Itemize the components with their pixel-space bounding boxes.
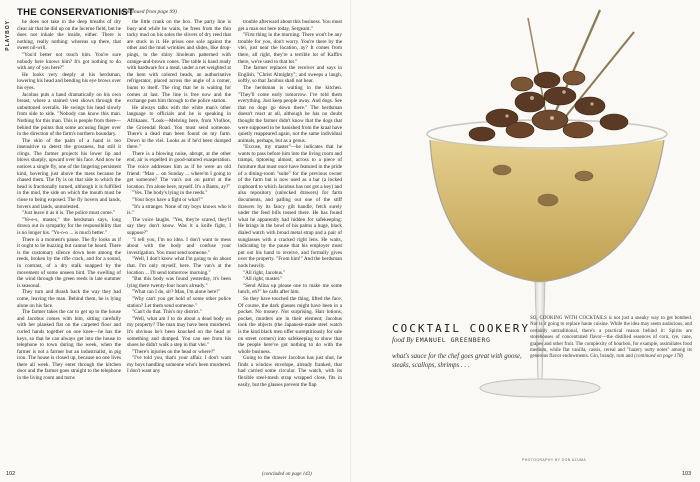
text-column-2 xyxy=(127,19,231,469)
paragraph: Jacobus puts a hand dramatically on his own breast, where a stained vest shows through the unbuttoned overalls. He swings his head slowly from side to side. "Nobody can know this man. Nothing for this man. This is people from there—behind the points that some accusing finger over in the direction of the farm's northern boundary. xyxy=(17,91,121,138)
text-column-3 xyxy=(238,19,342,469)
paragraph: Going to the drawer Jacobus has just shut, he finds a window envelope, already franked, that had carried some circular. The watch, with its flexible steel-mesh strap wrapped close, fits in easily, but the glasses prevent the flap xyxy=(238,355,342,388)
paragraph: trouble afterward about this business. You must get a man out here today, Sergeant." xyxy=(238,19,342,32)
paragraph: "Your boys have a fight or what?" xyxy=(132,197,203,204)
paragraph: There is a moment's pause. The fly looks as if it ought to be buzzing but cannot be heard. There is the customary silence down here among the reeds, broken by the rifle crack, and for a sound, in contrast, of a dry stalk snapped by the movement of some unseen bird. The swelling of the wind through the green reeds in late summer is seasonal. xyxy=(17,236,121,289)
paragraph: The skin of the palm of a hand is too insensitive to detect the grossness, but still it clings. The farmer projects his lower lip and blows sharply, upward over his face. And now he notices a single fly, one of the lingering persistent kind, hovering just above the mess because he chased them. The fly is on that side to which the head is fractionally turned, although it is fulfilled in the mud, the side on which the mouth must be close to being exposed. The fly hovers and lands, hovers and lands, unmolested. xyxy=(17,137,121,210)
paragraph: "Well, I don't know what I'm going to do about that. I'm only myself, here. The van's at the location ... I'll send tomorrow morning." xyxy=(127,256,231,276)
intro-text: SO, COOKING WITH COCKTAILS is not just a sneaky way to get bombed. Nor is it going to replace haute cuisine. While the idea may seem audacious, and certainly untraditional, there's a practical reason behind it: Spirits are storehouses of concentrated flavor—the distilled essences of corn, rye, cane, grapes and other fruit. The complexity of bourbon, for example, assimilates food medium, while flat vanilla, cassis, cereal and "hazery nutty notes" among its generous flavor endowments. Gin, brandy, rum and xyxy=(530,316,692,360)
paragraph: the little crank on the box. The party line is busy and while he waits, he frees from the thin tacky mud on his soles the slivers of dry reed that are stuck in it. He prises one sole against the other and the mud wrinkles and slides, like drop-pings, to the shiny linoleum patterned with orange-and-brown cones. The table is hand ready with hardware for a meal, under a net weighted at the hem with colored beads, an authoritative refrigerator, placed across the angle of a corner, hums to itself. The ring that he is waiting for comes at last. The line is free now and the exchange puts him through to the police station. xyxy=(127,19,231,105)
photo-credit: PHOTOGRAPHY BY DON AZUMA xyxy=(522,458,587,462)
paragraph: "But this body was found yesterday, it's been lying there twenty-four hours already." xyxy=(127,276,231,289)
article-intro xyxy=(530,316,692,361)
page-number-left: 102 xyxy=(6,471,16,477)
paragraph: He always talks with the white man's other language to officials and he is speaking in Afrikaans. "Look—Mehring here, from Vlolhos, the Groendal Road. You must send someone. There's a dead man been found on my farm. Down in the vlei. Looks as if he'd been dumped there." xyxy=(127,104,231,151)
paragraph: "Why can't you get hold of some other police station? Let them send someone." xyxy=(127,295,231,309)
paragraph: The farmer takes the car to get up to the house and Jacobus comes with him, sitting carefully with her planked flat on the carpeted floor and curled hands together on one knee—he has the keys, so that he can always get into the house to telephone to town during the week, when the farmer is not a farmer but an industrialist, in pig iron. The house is closed up, because no one lives there all week. They enter through the kitchen door and the farmer goes straight to the telephone in the living room and turns xyxy=(17,309,121,382)
byline xyxy=(392,336,530,344)
paragraph: "Excuse, my master"—he indicates that he wants to pass before him into the living room and tramps, tiptoeing almost, across to a piece of furniture that must once have featured in the pride of a dining-room "suite" for the previous owner of the farm but is now used as a bar (a locked cupboard to which Jacobus has not got a key) and also repository (unlocked drawers) for farm documents, and palling out one of the stiff drawers by its fancy gilt handle, fetch surely under the feed bills tossed there. He has found what he apparently had hidden for safekeeping: He brings in the bowl of his palms a huge, black dialed watch with broad metal strap and a pair of sunglasses with a cracked right lens. He waits, indicating by the pause that his employer must put out his hand to receive, and formally gives over the property. "From him!" And the herdsman nods heavily. xyxy=(238,144,342,269)
paragraph: "Can't do that. This's my district." xyxy=(132,309,203,316)
byline-prefix: food By xyxy=(392,336,414,344)
right-page xyxy=(352,0,700,482)
paragraph: "First thing in the morning. There won't be any trouble for you, don't worry. You're there by the vlei, just near the location, ay? It comes from there, all right, they're a terrible lot of Kaffirs there, we're used to that lot." xyxy=(238,32,342,65)
paragraph: The herdsman is waiting in the kitchen. "They'll come early tomorrow. I've told them everything. Just keep people away. And dogs. See that no dogs go down there." The herdsman doesn't react at all, although he has no doubt thought the farmer didn't know that the dogs that were supposed to be banished from the kraal have quietly reappeared again, not the same individual animals, perhaps, but as a genus. xyxy=(238,84,342,144)
paragraph: "Just leave it as it is. The police must come." xyxy=(22,210,116,217)
article-title: COCKTAIL COOKERY xyxy=(392,322,530,335)
continued-on: (continued on page 178) xyxy=(634,354,684,360)
paragraph: "I've told you, that's your affair. I don't want my boys handling someone who's been murdered. I don't want any xyxy=(127,355,231,375)
glass-base xyxy=(480,379,600,397)
paragraph: "Send Alina up please one to make me some lunch, eh?" he calls after him. xyxy=(238,282,342,296)
cocktail-photo xyxy=(352,0,700,482)
paragraph: "All right, master." xyxy=(243,276,283,283)
paragraph: "Ye-e-s, master," the herdsman says, long drawn out in sympathy for the responsibility that is no longer his. "Yo-o-o ... is much better." xyxy=(17,216,121,236)
paragraph: They turn and thrash back the way they had come, leaving the man. Behind them, he is lying alone on his face. xyxy=(17,289,121,309)
paragraph: "Well, what am I to do about a dead body on my property? The man may have been murdered. It's obvious he's been knocked on the head or something and dumped. You can see from his shoes he didn't walk a step in that vlei." xyxy=(127,315,231,349)
page-number-right: 103 xyxy=(682,471,692,477)
paragraph: "It's a stranger. None of my boys knows who it is." xyxy=(127,203,231,217)
paragraph: The farmer replaces the receiver and says in English, "Christ Almighty"; and sweeps a laugh, softly, so that Jacobus shall not hear. xyxy=(238,65,342,85)
paragraph: "Yes. The body's lying in the reeds." xyxy=(132,190,208,197)
magazine-name: PLAYBOY xyxy=(5,20,11,51)
paragraph: There is a blowing noise, abrupt, at the other end, air is expelled in good-natured exasperation. The voice addresses him as if he were an old friend: "Man ... on Sunday ... where'm I going to get someone? The van's out on patrol at the location. I'm alone here, myself. It's a Bantu, ay?" xyxy=(127,150,231,190)
article-deck: what's sauce for the chef goes great with goose, steaks, scallops, shrimps . . . xyxy=(392,353,522,369)
paragraph: So they have touched the thing, lifted the face. Of course, the dark glasses might have been in a pocket. No money. Not surprising. Hair lotions, pocket, murders are in their element; Jacobus took the objects (the Japanese-made steel watch is the kind black men offer surreptitiously for sale on street corners) into safekeeping to show that the people here've got nothing to do with the whole business. xyxy=(238,295,342,355)
paragraph: "I tell you, I'm no idea. I don't want to mess about with the body and confuse your investigation. You must send someone." xyxy=(127,236,231,256)
paragraph: "All right, Jacobus." xyxy=(243,269,286,276)
paragraph: he does not take in the deep breaths of dry clear air that he did up on the lucerne field, but he does not inhale the inside, either. There is nothing, really nothing: whereas up there, that sweet nil-will. xyxy=(17,19,121,52)
article-title-block xyxy=(392,322,530,344)
paragraph: "There's injuries on the head or where?" xyxy=(132,348,216,355)
continued-from: (continued from page 99) xyxy=(121,9,177,15)
cocktail-liquid xyxy=(430,140,664,282)
text-column-1 xyxy=(17,19,121,469)
paragraph: The voice laughs. "Yes, they're scared, they'll say they don't know. Was it a knife fight, I suppose?" xyxy=(127,216,231,236)
paragraph: "You'd better not touch him. You're sure nobody here knows him? It's got nothing to do with any of you here?" xyxy=(17,51,121,72)
paragraph: "What can I do, sir? Man, I'm alone here!" xyxy=(132,289,221,296)
story-headline: THE CONSERVATIONIST xyxy=(17,7,135,18)
paragraph: He looks very deeply at his herdsman, lowering his head and bending his eye brows over his eyes. xyxy=(17,71,121,91)
author-name: EMANUEL GREENBERG xyxy=(415,336,491,344)
concluded-on: (concluded on page 143) xyxy=(262,472,312,477)
